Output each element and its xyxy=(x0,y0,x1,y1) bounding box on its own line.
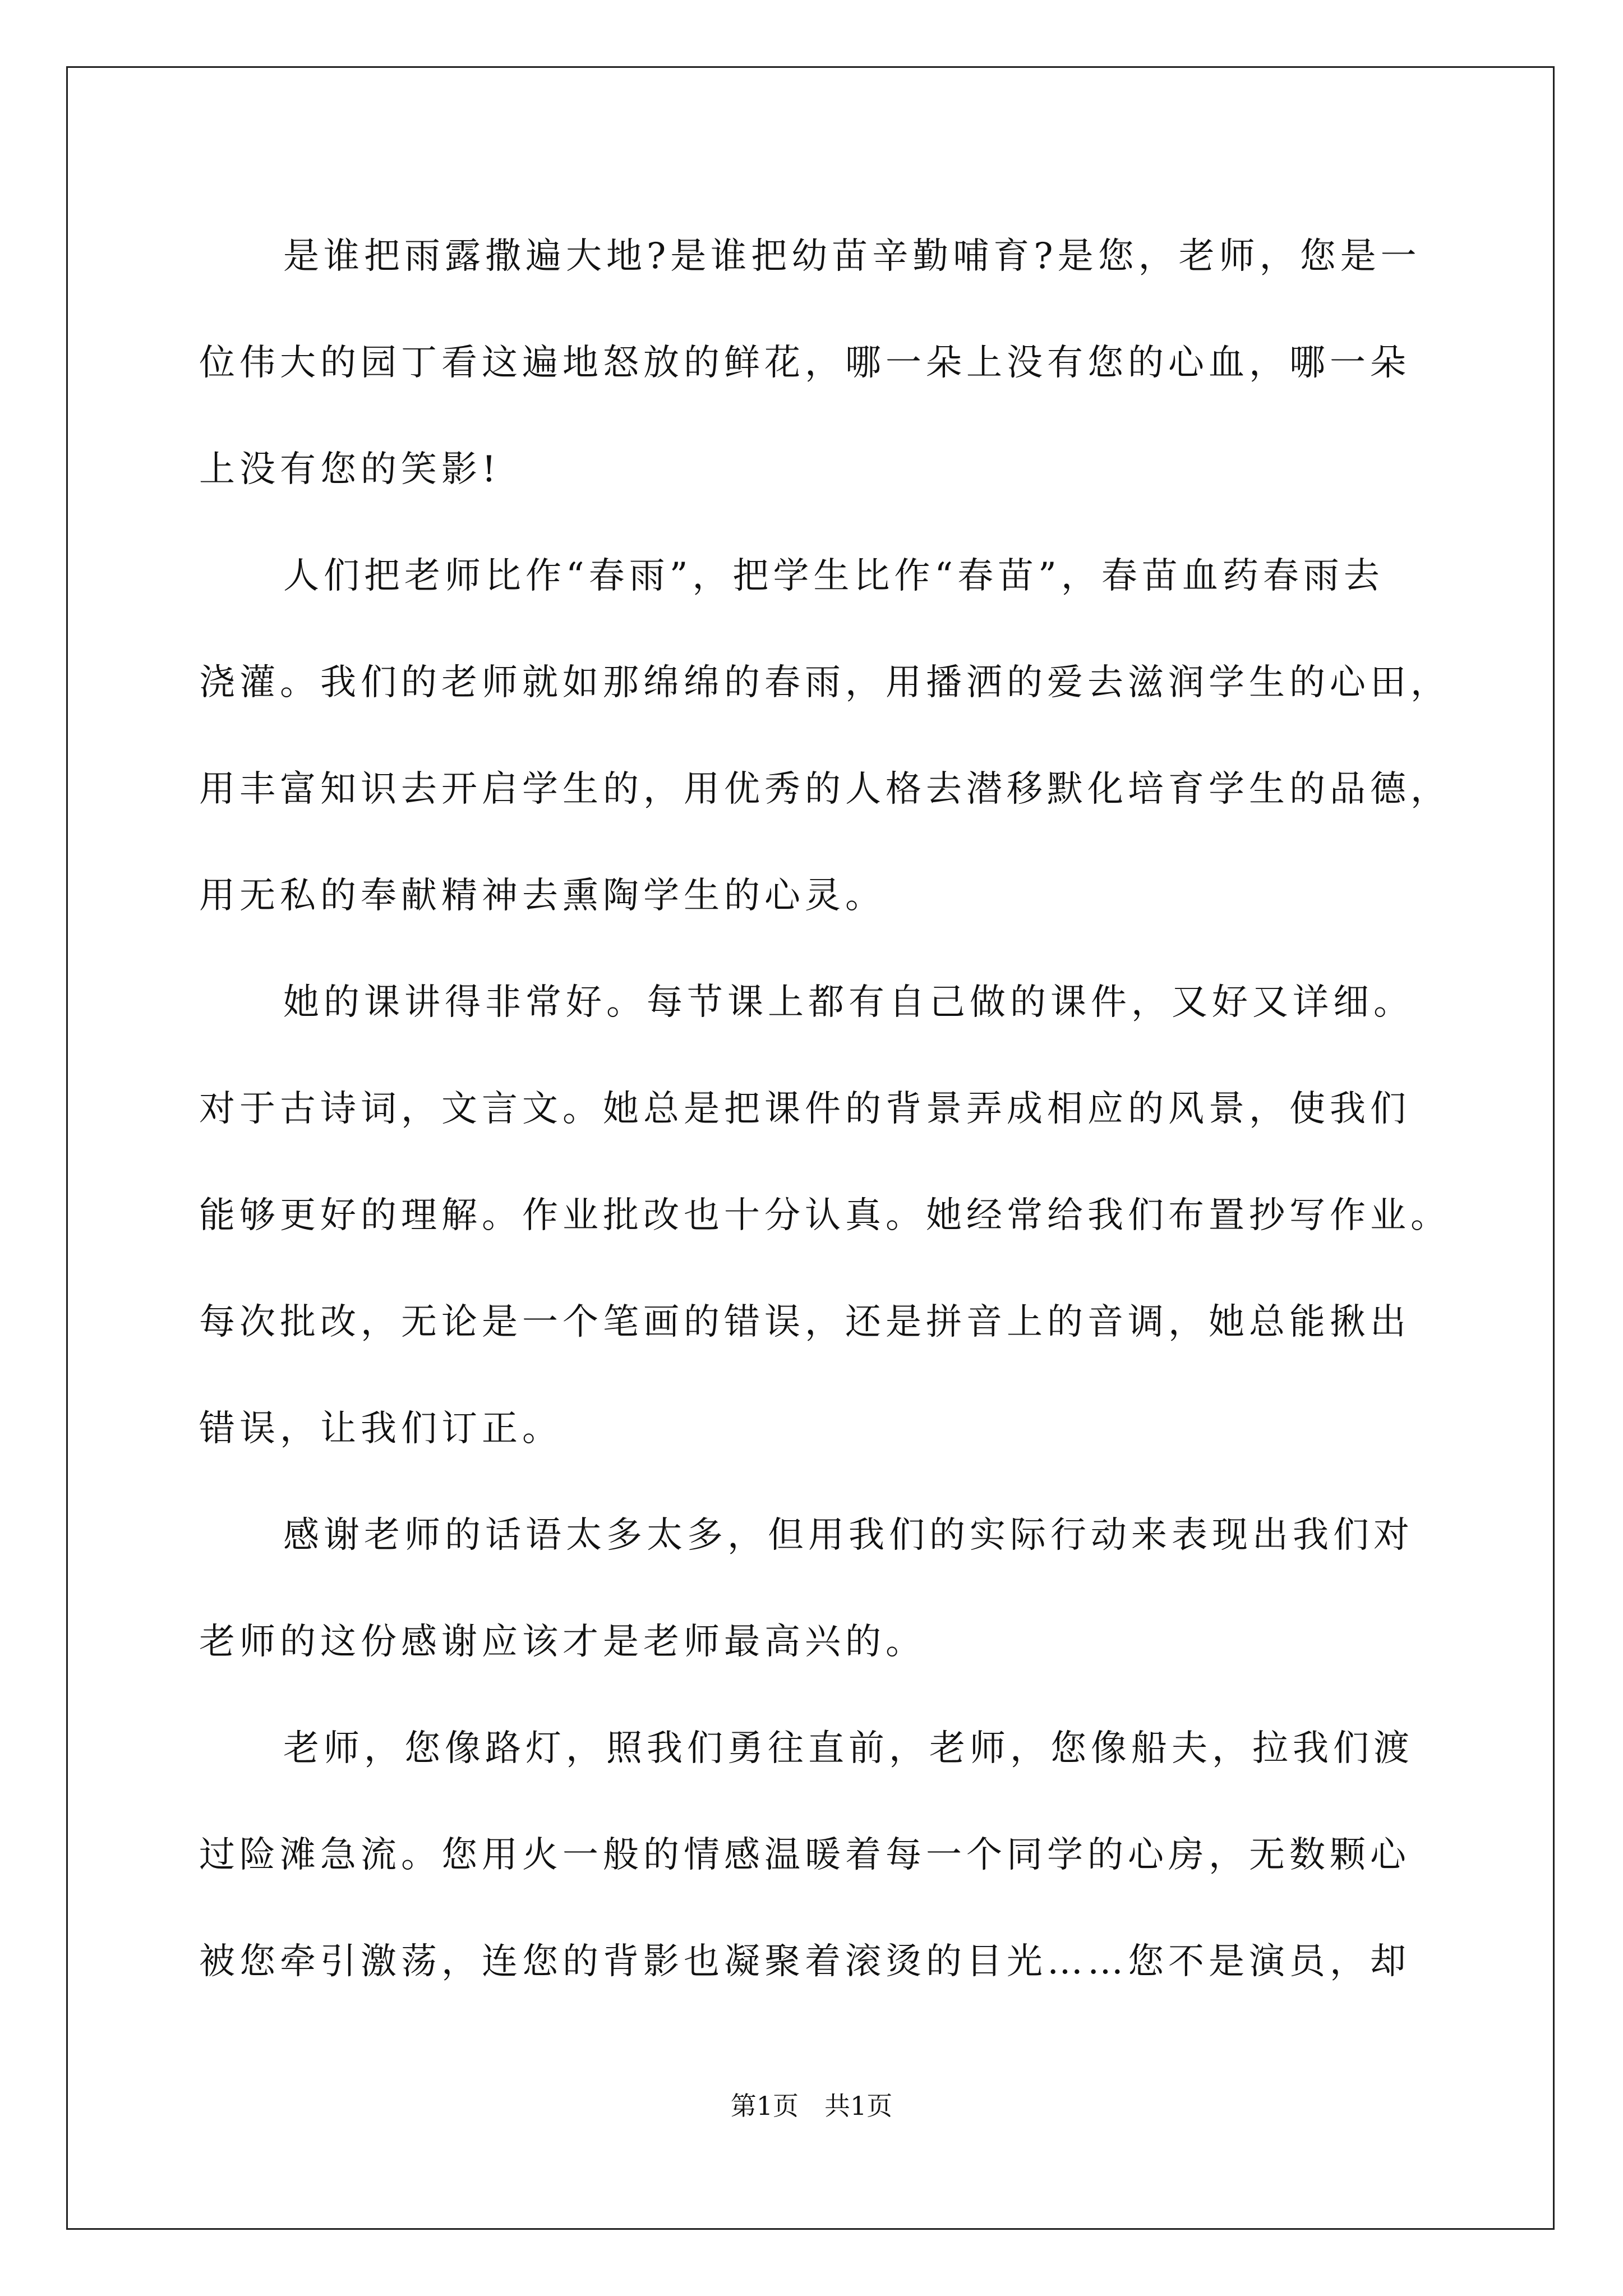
paragraph-2-line-2: 浇灌。我们的老师就如那绵绵的春雨，用播洒的爱去滋润学生的心田， xyxy=(199,662,1451,703)
paragraph-1-line-3: 上没有您的笑影! xyxy=(199,449,501,490)
paragraph-3-line-3: 能够更好的理解。作业批改也十分认真。她经常给我们布置抄写作业。 xyxy=(199,1195,1451,1236)
paragraph-5-line-2: 过险滩急流。您用火一般的情感温暖着每一个同学的心房，无数颗心 xyxy=(199,1834,1410,1876)
paragraph-2-line-1: 人们把老师比作“春雨”，把学生比作“春苗”，春苗血药春雨去 xyxy=(283,555,1384,597)
paragraph-2-line-4: 用无私的奉献精神去熏陶学生的心灵。 xyxy=(199,875,886,917)
paragraph-3-line-2: 对于古诗词，文言文。她总是把课件的背景弄成相应的风景，使我们 xyxy=(199,1088,1410,1130)
paragraph-2-line-3: 用丰富知识去开启学生的，用优秀的人格去潜移默化培育学生的品德， xyxy=(199,769,1451,810)
paragraph-3-line-5: 错误，让我们订正。 xyxy=(199,1408,562,1450)
paragraph-3-line-1: 她的课讲得非常好。每节课上都有自己做的课件，又好又详细。 xyxy=(283,982,1414,1023)
paragraph-3-line-4: 每次批改，无论是一个笔画的错误，还是拼音上的音调，她总能揪出 xyxy=(199,1301,1410,1343)
paragraph-4-line-2: 老师的这份感谢应该才是老师最高兴的。 xyxy=(199,1621,926,1663)
page-number-footer: 第1页 共1页 xyxy=(730,2091,893,2121)
paragraph-5-line-1: 老师，您像路灯，照我们勇往直前，老师，您像船夫，拉我们渡 xyxy=(283,1728,1414,1769)
paragraph-1-line-2: 位伟大的园丁看这遍地怒放的鲜花，哪一朵上没有您的心血，哪一朵 xyxy=(199,342,1410,384)
document-body xyxy=(199,203,1451,2015)
paragraph-1-line-1: 是谁把雨露撒遍大地?是谁把幼苗辛勤哺育?是您，老师，您是一 xyxy=(283,236,1421,277)
paragraph-4-line-1: 感谢老师的话语太多太多，但用我们的实际行动来表现出我们对 xyxy=(283,1515,1414,1556)
paragraph-5-line-3: 被您牵引激荡，连您的背影也凝聚着滚烫的目光……您不是演员，却 xyxy=(199,1941,1410,1982)
